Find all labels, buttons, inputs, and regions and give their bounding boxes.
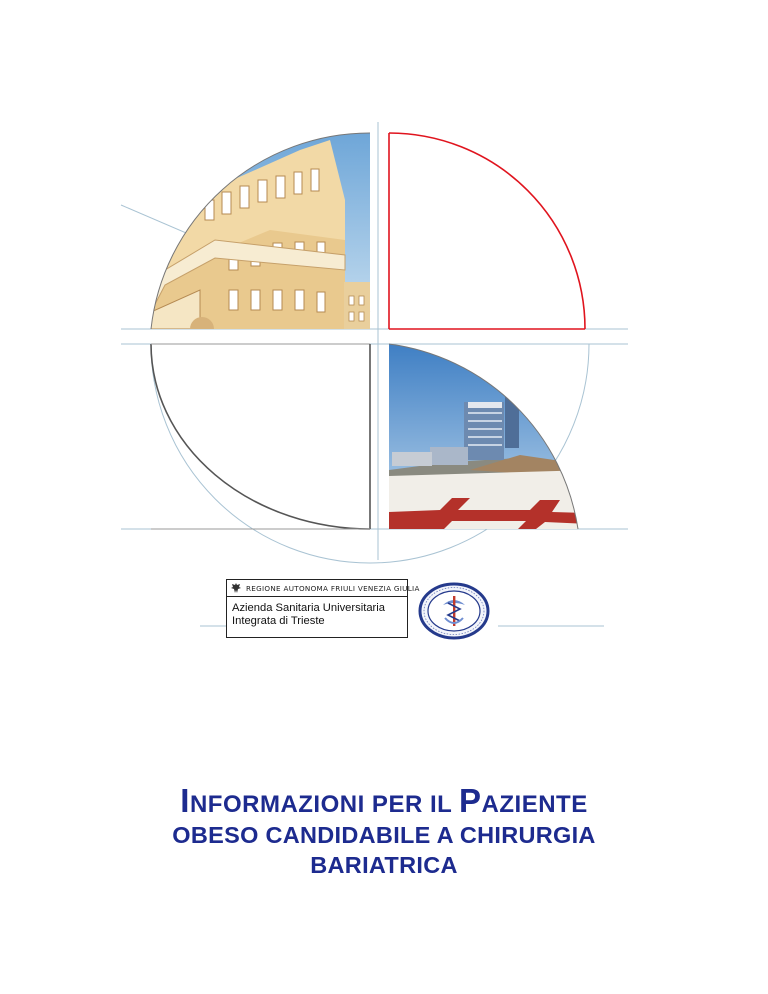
photo-hospital — [389, 344, 589, 529]
region-eagle-icon — [230, 582, 242, 594]
region-name: REGIONE AUTONOMA FRIULI VENEZIA GIULIA — [246, 583, 420, 593]
organization-name — [232, 602, 385, 628]
organization-logo — [226, 579, 420, 638]
red-quarter-arc — [389, 133, 585, 329]
medical-society-seal-icon — [418, 582, 490, 640]
region-banner — [227, 580, 420, 597]
title-line-1: INFORMAZIONI PER IL PAZIENTE — [180, 782, 588, 819]
grey-quarter-arc — [151, 344, 370, 529]
organization-name-line1: Azienda Sanitaria Universitaria — [232, 602, 385, 614]
document-title — [0, 782, 768, 880]
organization-name-line2: Integrata di Trieste — [232, 615, 325, 627]
title-line-3: BARIATRICA — [310, 852, 458, 878]
guide-lines — [121, 122, 628, 626]
title-line-2: OBESO CANDIDABILE A CHIRURGIA — [172, 822, 596, 848]
